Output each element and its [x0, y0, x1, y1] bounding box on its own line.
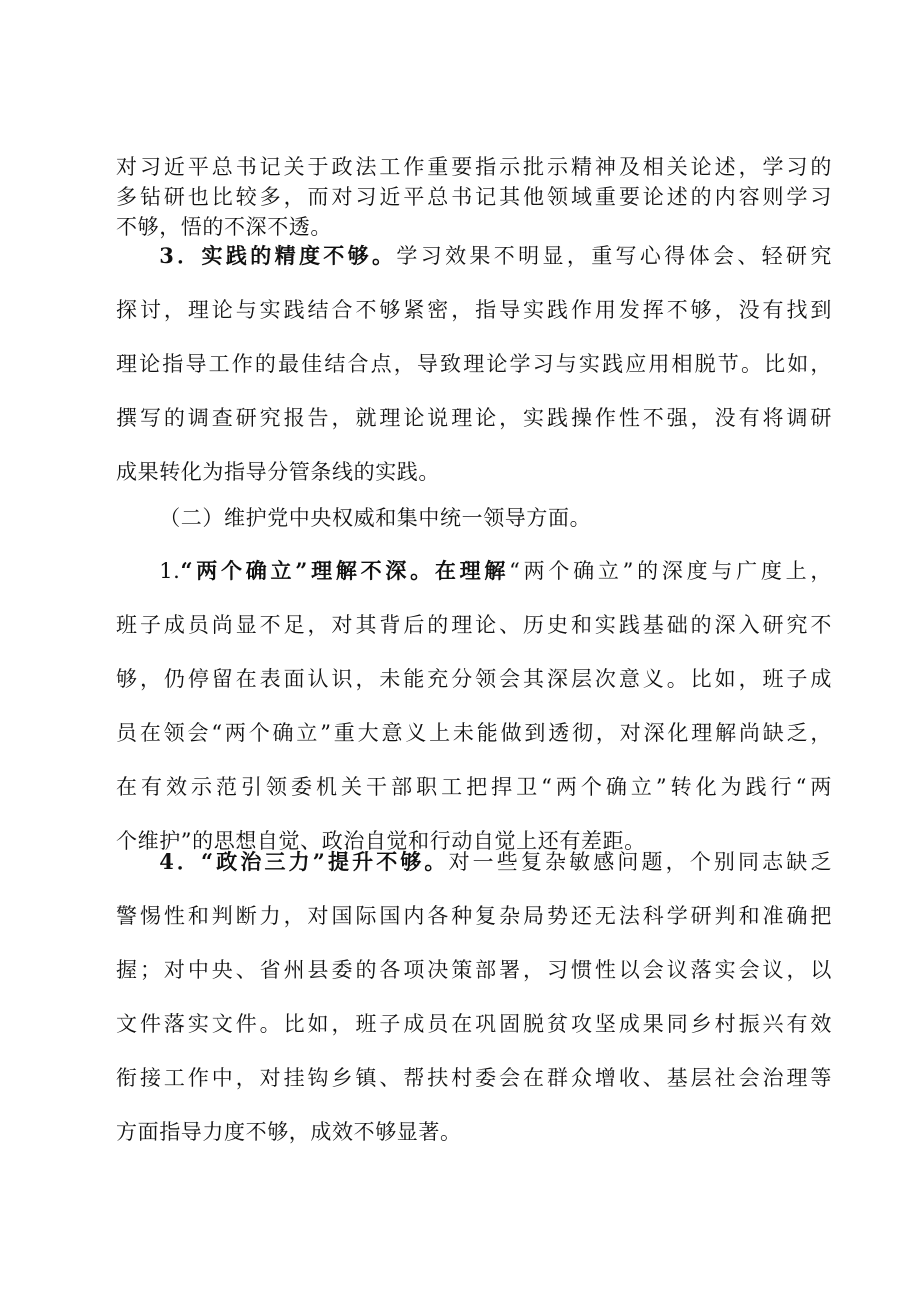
text-line: 握；对中央、省州县委的各项决策部署，习惯性以会议落实会议，以	[116, 958, 832, 982]
text-line: 员在领会“两个确立”重大意义上未能做到透彻，对深化理解尚缺乏，	[116, 721, 832, 745]
text-line: 衔接工作中，对挂钩乡镇、帮扶村委会在群众增收、基层社会治理等	[116, 1066, 832, 1090]
text-line: 文件落实文件。比如，班子成员在巩固脱贫攻坚成果同乡村振兴有效	[116, 1012, 832, 1036]
text-line: 方面指导力度不够，成效不够显著。	[116, 1120, 462, 1144]
text-run: 对一些复杂敏感问题，个别同志缺乏	[448, 850, 832, 874]
text-line: 够，仍停留在表面认识，未能充分领会其深层次意义。比如，班子成	[116, 667, 832, 691]
text-line	[116, 835, 832, 889]
text-run: “两个确立”的深度与广度上，	[509, 559, 832, 583]
item-number: 1.	[159, 559, 181, 583]
text-run: 在理解	[434, 558, 510, 583]
section-heading: 3．实践的精度不够。	[159, 243, 397, 268]
text-line: 撰写的调查研究报告，就理论说理论，实践操作性不强，没有将调研	[116, 406, 832, 430]
paragraph-practice-precision	[116, 229, 832, 499]
text-line	[116, 544, 832, 598]
text-line: 成果转化为指导分管条线的实践。	[116, 460, 440, 484]
subsection-title	[116, 491, 832, 545]
paragraph-two-establishments	[116, 544, 832, 868]
text-line: 个维护”的思想自觉、政治自觉和行动自觉上还有差距。	[116, 829, 646, 853]
text-line: 探讨，理论与实践结合不够紧密，指导实践作用发挥不够，没有找到	[116, 298, 832, 322]
text-line: 在有效示范引领委机关干部职工把捍卫“两个确立”转化为践行“两	[116, 775, 832, 799]
text-line: 警惕性和判断力，对国际国内各种复杂局势还无法科学研判和准确把	[116, 904, 832, 928]
text-line: 班子成员尚显不足，对其背后的理论、历史和实践基础的深入研究不	[116, 613, 832, 637]
text-line: 对习近平总书记关于政法工作重要指示批示精神及相关论述，学习的	[116, 155, 832, 179]
text-run: 学习效果不明显，重写心得体会、轻研究	[396, 244, 832, 268]
text-line: 理论指导工作的最佳结合点，导致理论学习与实践应用相脱节。比如，	[116, 352, 832, 376]
text-line	[116, 491, 832, 545]
text-line: 多钻研也比较多，而对习近平总书记其他领域重要论述的内容则学习	[116, 185, 832, 209]
text-line	[116, 229, 832, 283]
section-heading: “两个确立”理解不深。	[180, 558, 435, 583]
section-heading: 4．“政治三力”提升不够。	[159, 849, 449, 874]
text-run: （二）维护党中央权威和集中统一领导方面。	[159, 506, 592, 530]
text-line: 不够，悟的不深不透。	[116, 215, 332, 239]
paragraph-political-abilities	[116, 835, 832, 1159]
